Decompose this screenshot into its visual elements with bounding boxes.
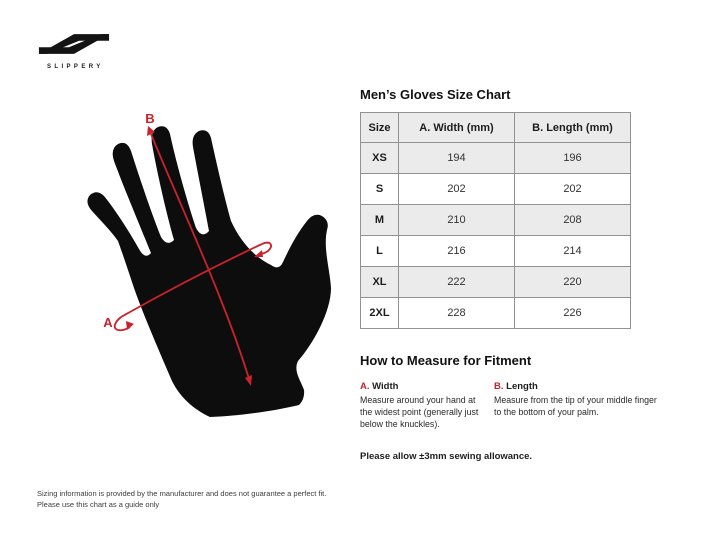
- disclaimer-line-1: Sizing information is provided by the manufacturer and does not guarantee a perfect fit.: [37, 489, 327, 498]
- length-cell: 202: [515, 174, 631, 205]
- brand-name: SLIPPERY: [47, 64, 104, 70]
- table-row: [361, 236, 631, 267]
- size-chart-table: [360, 112, 631, 329]
- column-header-size: Size: [361, 113, 399, 143]
- measure-text-length: Measure from the tip of your middle finger to the bottom of your palm.: [494, 395, 657, 417]
- table-row: [361, 174, 631, 205]
- size-cell: M: [361, 205, 399, 236]
- length-cell: 226: [515, 298, 631, 329]
- table-row: [361, 267, 631, 298]
- arrowhead-a-right: [254, 250, 263, 257]
- table-header-row: [361, 113, 631, 143]
- length-cell: 196: [515, 143, 631, 174]
- column-header-width: A. Width (mm): [399, 113, 515, 143]
- measure-label-width: Width: [372, 381, 399, 392]
- measure-label-length: Length: [506, 381, 538, 392]
- length-cell: 220: [515, 267, 631, 298]
- width-cell: 222: [399, 267, 515, 298]
- table-row: [361, 205, 631, 236]
- sewing-allowance-note: Please allow ±3mm sewing allowance.: [360, 450, 533, 462]
- size-cell: 2XL: [361, 298, 399, 329]
- measure-heading: How to Measure for Fitment: [360, 353, 532, 368]
- disclaimer-line-2: Please use this chart as a guide only: [37, 500, 160, 510]
- size-chart-title: Men’s Gloves Size Chart: [360, 87, 511, 102]
- table-row: [361, 143, 631, 174]
- figure-label-b: B: [145, 111, 155, 126]
- measure-text-width: Measure around your hand at the widest point (generally just below the knuckles).: [360, 395, 479, 429]
- size-cell: XL: [361, 267, 399, 298]
- measure-prefix-b: B.: [494, 381, 504, 392]
- measure-item-length: [494, 381, 664, 431]
- size-cell: L: [361, 236, 399, 267]
- length-cell: 214: [515, 236, 631, 267]
- footer-disclaimer: [37, 488, 326, 511]
- width-cell: 202: [399, 174, 515, 205]
- width-cell: 194: [399, 143, 515, 174]
- measure-item-width: [360, 381, 490, 431]
- length-cell: 208: [515, 205, 631, 236]
- column-header-length: B. Length (mm): [515, 113, 631, 143]
- size-cell: S: [361, 174, 399, 205]
- figure-label-a: A: [103, 315, 113, 330]
- width-cell: 228: [399, 298, 515, 329]
- width-cell: 216: [399, 236, 515, 267]
- size-cell: XS: [361, 143, 399, 174]
- how-to-measure-section: [360, 353, 670, 462]
- width-cell: 210: [399, 205, 515, 236]
- table-row: [361, 298, 631, 329]
- measure-prefix-a: A.: [360, 381, 370, 392]
- arrowhead-a-left: [126, 321, 134, 330]
